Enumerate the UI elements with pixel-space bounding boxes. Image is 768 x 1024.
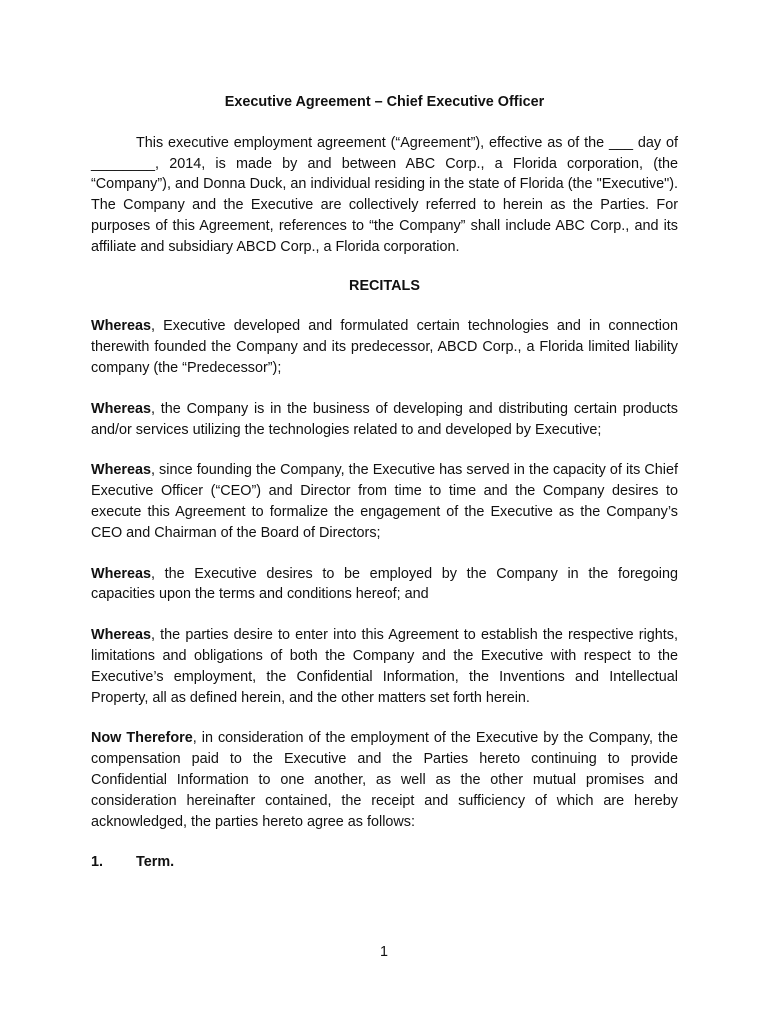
page-number: 1: [379, 944, 388, 960]
recitals-heading: RECITALS: [349, 277, 420, 294]
recital-lead: Whereas: [91, 627, 151, 644]
recital-text: , the Executive desires to be employed by the Company in the foregoing capacities upon the terms and conditions hereof; and: [91, 565, 678, 603]
recital-text: , the parties desire to enter into this Agreement to establish the respective rights, limitations and obligations of both the Company and the Executive with respect to the Executive’s employment, the Confidential Information, the Inventions and Intellectual Property, all as defined herein, and the other matters set forth herein.: [91, 627, 678, 706]
recital-lead: Whereas: [91, 462, 151, 479]
intro-paragraph: This executive employment agreement (“Agreement”), effective as of the ___ day of ________, 2014, is made by and between ABC Corp., a Florida corporation, (the “Company”), and Donna Duck, an individual residing in the state of Florida (the "Executive"). The Company and the Executive are collectively referred to herein as the Parties. For purposes of this Agreement, references to “the Company” shall include ABC Corp., and its affiliate and subsidiary ABCD Corp., a Florida corporation.: [91, 134, 678, 255]
recital-paragraph: [91, 460, 678, 543]
recital-text: , Executive developed and formulated certain technologies and in connection therewith founded the Company and its predecessor, ABCD Corp., a Florida limited liability company (the “Predecessor”);: [91, 318, 678, 376]
now-therefore-paragraph: [91, 728, 678, 832]
section-number: 1.: [91, 854, 104, 871]
document-body: [91, 92, 678, 873]
recital-paragraph: [91, 625, 678, 708]
now-therefore-text: , in consideration of the employment of the Executive by the Company, the compensation paid to the Executive and the Parties hereto continuing to provide Confidential Information to one another, as well as the other mutual promises and consideration hereinafter contained, the receipt and sufficiency of which are hereby acknowledged, the parties hereto agree as follows:: [91, 730, 678, 830]
section-heading: [91, 852, 678, 873]
recital-text: , since founding the Company, the Executive has served in the capacity of its Chief Executive Officer (“CEO”) and Director from time to time and the Company desires to execute this Agreement to formalize the engagement of the Executive as the Company’s CEO and Chairman of the Board of Directors;: [91, 462, 678, 541]
now-therefore-lead: Now Therefore: [91, 730, 193, 747]
recital-lead: Whereas: [91, 565, 151, 582]
section-title: Term.: [136, 854, 175, 871]
recital-paragraph: [91, 564, 678, 606]
document-title: Executive Agreement – Chief Executive Officer: [224, 94, 545, 110]
recital-text: , the Company is in the business of developing and distributing certain products and/or services utilizing the technologies related to and developed by Executive;: [91, 400, 678, 438]
recital-paragraph: [91, 399, 678, 441]
recital-lead: Whereas: [91, 318, 151, 335]
recital-lead: Whereas: [91, 400, 151, 417]
recital-paragraph: [91, 316, 678, 378]
